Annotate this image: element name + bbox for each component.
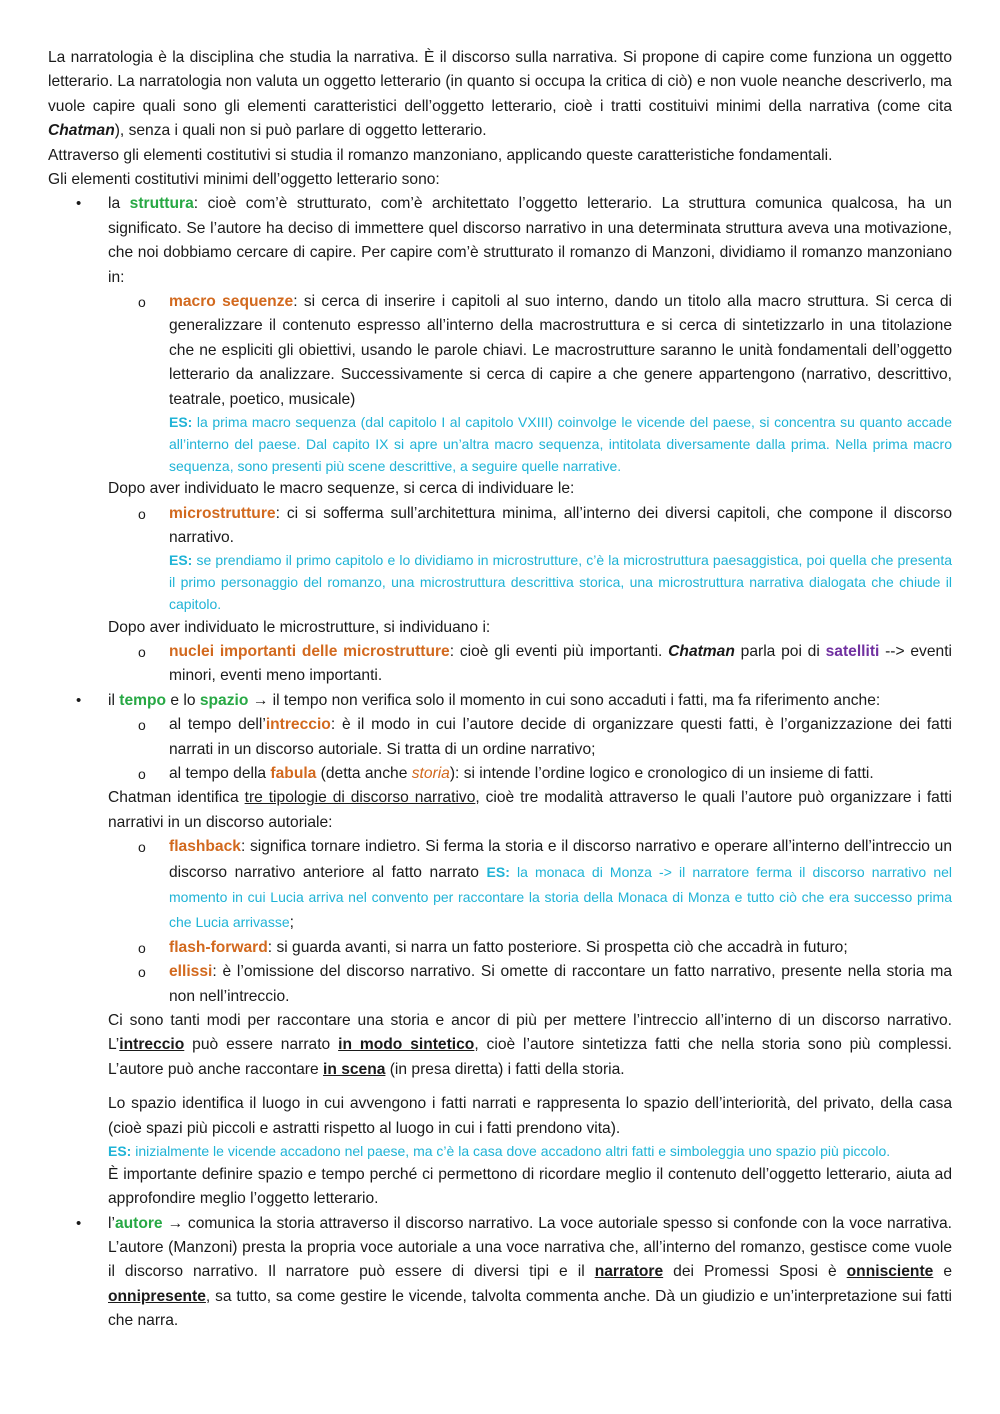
struttura-text: : cioè com’è strutturato, com’è architettato l’oggetto letterario. La struttura comunica qualcosa, ha un significato. Se l’autore ha deciso di immettere quel discorso narrativo in una determinata struttura aveva una motivazione, che noi dobbiamo cercare di capire. Per capire com’è strutturato il romanzo di Manzoni, dividiamo il romanzo manzoniano in: — [108, 195, 952, 286]
intro-text: La narratologia è la disciplina che studia la narrativa. È il discorso sulla narrativa. Si propone di capire come funziona un oggetto letterario. La narratologia non valuta un oggetto letterario (in quanto si occupa la critica di ciò) e non vuole neanche descriverlo, ma vuole capire quali sono gli elementi caratteristici dell’oggetto letterario, cioè i tratti costituivi minimi della narrativa (come cita — [48, 49, 952, 115]
example-label: ES: — [169, 552, 193, 569]
intreccio-text: : è il modo in cui l’autore decide di organizzare questi fatti, è l’organizzazione dei fatti narrati in un discorso autoriale. Si tratta di un ordine narrativo; — [169, 716, 952, 758]
sub-item-intreccio — [48, 713, 952, 762]
paragraph-gap — [48, 1082, 952, 1092]
term-onnisciente: onnisciente — [846, 1263, 934, 1281]
term-in-scena: in scena — [323, 1060, 386, 1078]
flashback-text: : significa tornare indietro. Si ferma la storia e il discorso narrativo e operare all’interno dell’intreccio un discorso narrativo anteriore al fatto narrato — [169, 838, 952, 881]
term-flashback: flashback — [169, 838, 241, 856]
sub-item-microstrutture — [48, 502, 952, 616]
example-label: ES: — [486, 863, 510, 880]
arrow-icon: → — [252, 691, 269, 709]
list-item-tempo-spazio — [48, 689, 952, 713]
autore-text-b: dei Promessi Sposi è — [663, 1263, 847, 1281]
chatman-paragraph — [48, 786, 952, 835]
term-intreccio-underlined: intreccio — [119, 1036, 185, 1054]
term-struttura: struttura — [129, 195, 194, 213]
after-micro-text: Dopo aver individuato le microstrutture, si individuano i: — [108, 618, 491, 636]
chatman-ref: Chatman — [668, 642, 735, 660]
term-satelliti: satelliti — [825, 642, 880, 660]
term-fabula: fabula — [270, 764, 317, 782]
tempo-mid: e lo — [166, 691, 200, 709]
autore-pre: l’ — [108, 1214, 115, 1232]
modi-text-c: , cioè l’autore sintetizza fatti che nella storia sono più complessi. L’autore può anche raccontare — [108, 1036, 953, 1078]
fabula-text: ): si intende l’ordine logico e cronologico di un insieme di fatti. — [449, 764, 874, 782]
example-label: ES: — [108, 1143, 132, 1160]
term-in-modo-sintetico: in modo sintetico — [338, 1036, 475, 1054]
term-spazio: spazio — [199, 691, 249, 709]
term-autore: autore — [114, 1214, 163, 1232]
nuclei-text-b: parla poi di — [734, 642, 826, 660]
sub-marker: o — [138, 717, 146, 734]
sub-item-fabula — [48, 762, 952, 786]
ellissi-text: : è l’omissione del discorso narrativo. Si omette di raccontare un fatto narrativo, presente nella storia ma non nell’intreccio. — [169, 963, 952, 1005]
document-page — [48, 46, 952, 1334]
sub-item-macro-sequenze — [48, 290, 952, 477]
intro-paragraph — [48, 46, 952, 144]
importante-paragraph: È importante definire spazio e tempo perché ci permettono di ricordare meglio il contenuto dell’oggetto letterario, aiuta ad approfondire meglio l’oggetto letterario. — [108, 1165, 952, 1208]
sub-marker: o — [138, 964, 146, 981]
sub-marker: o — [138, 643, 146, 660]
sub-item-flashback — [48, 835, 952, 936]
term-storia: storia — [411, 764, 450, 782]
fabula-mid: (detta anche — [316, 764, 412, 782]
sub-item-nuclei — [48, 640, 952, 689]
term-tempo: tempo — [119, 691, 167, 709]
term-flash-forward: flash-forward — [169, 938, 268, 956]
list-item-autore — [48, 1212, 952, 1334]
after-macro-text: Dopo aver individuato le macro sequenze, si cerca di individuare le: — [108, 480, 575, 498]
bullet-marker: • — [76, 691, 82, 709]
sub-marker: o — [138, 765, 146, 782]
modi-paragraph — [48, 1009, 952, 1082]
bullet-marker: • — [76, 195, 82, 213]
term-onnipresente: onnipresente — [108, 1287, 206, 1305]
sub-marker: o — [138, 294, 146, 311]
list-item-struttura — [48, 192, 952, 290]
term-narratore: narratore — [594, 1263, 664, 1281]
underlined-phrase: tre tipologie di discorso narrativo — [244, 789, 476, 807]
chatman-ref: Chatman — [48, 122, 115, 140]
sub-item-ellissi — [48, 960, 952, 1009]
example-text: se prendiamo il primo capitolo e lo dividiamo in microstrutture, c’è la microstruttura paesaggistica, poi quella che presenta il primo personaggio del romanzo, una microstruttura descrittiva storica, una microstruttura narrativa dialogata che chiude il capitolo. — [169, 552, 952, 612]
bullet-marker: • — [76, 1214, 82, 1232]
spazio-paragraph: Lo spazio identifica il luogo in cui avvengono i fatti narrati e rappresenta lo spazio dell’interiorità, del privato, della casa (cioè spazi più piccoli e astratti rispetto al luogo in cui i fatti prendono vita). — [108, 1095, 952, 1137]
chatman-text: Chatman identifica — [108, 789, 245, 807]
example-spazio — [48, 1141, 952, 1163]
sub-marker: o — [138, 939, 146, 956]
autore-text-d: , sa tutto, sa come gestire le vicende, talvolta commenta anche. Dà un giudizio e un’interpretazione sui fatti che narra. — [108, 1287, 952, 1330]
example-text: inizialmente le vicende accadono nel paese, ma c’è la casa dove accadono altri fatti e simboleggia uno spazio più piccolo. — [131, 1143, 891, 1160]
intro-paragraph-3: Gli elementi costitutivi minimi dell’oggetto letterario sono: — [48, 171, 440, 189]
fabula-pre: al tempo della — [169, 764, 271, 782]
flashforward-text: : si guarda avanti, si narra un fatto posteriore. Si prospetta ciò che accadrà in futuro; — [267, 938, 848, 956]
macro-text: : si cerca di inserire i capitoli al suo interno, dando un titolo alla macro struttura. Si cerca di generalizzare il contenuto espresso all’interno della macrostruttura e si cerca di sintetizzarlo in una titolazione che ne espliciti gli obiettivi, usando le parole chiavi. Le macrostrutture saranno le unità fondamentali dell’oggetto letterario da analizzare. Successivamente si cerca di capire a che genere appartengono (narrativo, descrittivo, teatrale, poetico, musicale) — [169, 293, 952, 408]
tempo-text: il tempo non verifica solo il momento in cui sono accaduti i fatti, ma fa riferimento anche: — [268, 691, 881, 709]
intro-text-end: ), senza i quali non si può parlare di oggetto letterario. — [114, 122, 487, 140]
nuclei-text: : cioè gli eventi più importanti. — [449, 642, 669, 660]
modi-text: Ci sono tanti modi per raccontare una storia e ancor di più per mettere l’intreccio all’interno di un discorso narrativo. L’ — [108, 1012, 952, 1054]
chatman-text-end: , cioè tre modalità attraverso le quali l’autore può organizzare i fatti narrativi in un discorso autoriale: — [108, 789, 952, 831]
autore-text: comunica la storia attraverso il discorso narrativo. La voce autoriale spesso si confonde con la voce narrativa. L’autore (Manzoni) presta la propria voce autoriale a una voce narrativa che, all’interno del romanzo, gestisce come vuole il discorso narrativo. Il narratore può essere di diversi tipi e il — [108, 1214, 952, 1281]
nuclei-text-c: --> eventi minori, eventi meno importanti. — [169, 642, 952, 685]
example-text: la prima macro sequenza (dal capitolo I al capitolo VXIII) coinvolge le vicende del paese, si concentra su quanto accade all’interno del paese. Dal capito IX si apre un’altra macro sequenza, intitolata diversamente dalla prima. Nella prima macro sequenza, sono presenti più scene descrittive, a seguire quelle narrative. — [169, 414, 952, 474]
sub-marker: o — [138, 505, 146, 522]
modi-text-d: (in presa diretta) i fatti della storia. — [385, 1060, 625, 1078]
term-microstrutture: microstrutture — [169, 504, 276, 522]
intro-paragraph-2: Attraverso gli elementi costitutivi si studia il romanzo manzoniano, applicando queste caratteristiche fondamentali. — [48, 146, 833, 164]
example-label: ES: — [169, 414, 193, 431]
term-nuclei: nuclei importanti delle microstrutture — [169, 642, 450, 660]
tempo-pre: il — [108, 691, 120, 709]
example-micro — [169, 550, 952, 615]
micro-text: : ci si sofferma sull’architettura minima, all’interno dei diversi capitoli, che compone il discorso narrativo. — [169, 504, 952, 547]
arrow-icon: → — [167, 1214, 184, 1232]
term-intreccio: intreccio — [265, 716, 331, 734]
modi-text-b: può essere narrato — [184, 1036, 339, 1054]
sub-item-flash-forward — [48, 936, 952, 960]
intreccio-pre: al tempo dell’ — [169, 716, 266, 734]
example-text: la monaca di Monza -> il narratore ferma il discorso narrativo nel momento in cui Lucia arriva nel convento per raccontare la storia della Monaca di Monza e tutto ciò che era successo prima che Lucia arrivasse — [169, 863, 952, 931]
term-ellissi: ellissi — [169, 963, 213, 981]
struttura-pre: la — [108, 195, 130, 213]
autore-text-c: e — [933, 1263, 952, 1281]
term-macro-sequenze: macro sequenze — [169, 293, 294, 311]
flashback-end: ; — [289, 914, 294, 932]
example-macro — [169, 412, 952, 477]
sub-marker: o — [138, 839, 146, 856]
